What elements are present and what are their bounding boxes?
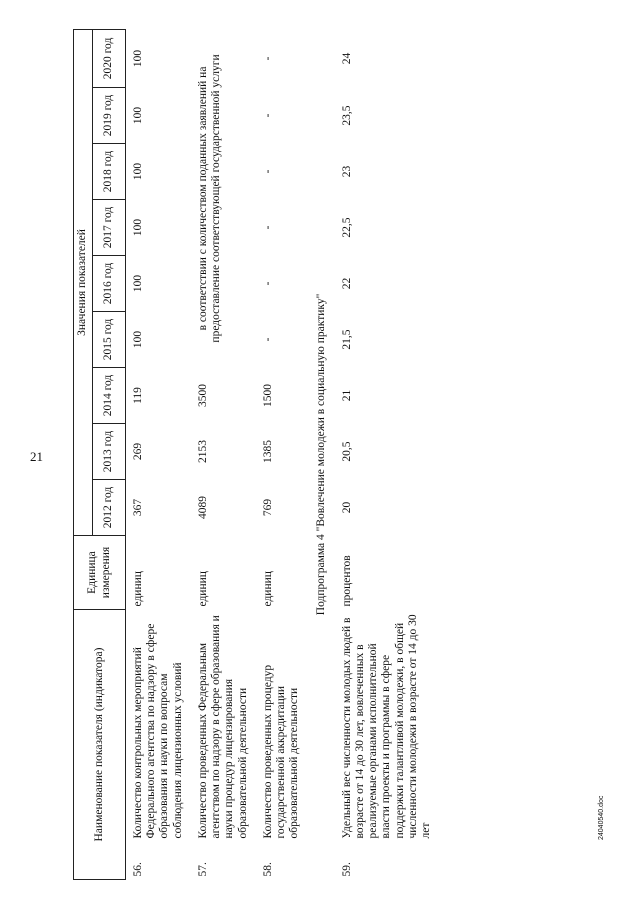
value-cell: 20 (340, 501, 353, 514)
table-row (335, 29, 440, 879)
value-cell: 119 (132, 387, 144, 404)
indicators-table (73, 29, 439, 880)
value-cell: 100 (132, 162, 144, 181)
row-number: 57. (196, 862, 209, 877)
merged-value-note: в соответствии с количеством поданных заявлений на предоставление соответствующей государственной услуги (196, 54, 223, 343)
value-cell: 4089 (196, 496, 209, 519)
unit-cell: единиц (261, 571, 274, 607)
value-cell: 367 (132, 498, 144, 517)
unit-cell: единиц (132, 571, 144, 607)
value-cell: - (261, 337, 274, 342)
row-number: 59. (340, 862, 353, 877)
value-cell: - (261, 113, 274, 118)
value-cell: 100 (132, 218, 144, 237)
value-cell: - (261, 281, 274, 286)
header-year: 2015 год (93, 312, 126, 368)
value-cell: 100 (132, 106, 144, 125)
table-row (126, 29, 191, 879)
subprogram-title: Подпрограмма 4 "Вовлечение молодежи в социальную практику" (315, 293, 328, 616)
indicator-name: Количество контрольных мероприятий Федерального агентства по надзору в сфере образования и науки по вопросам соблюдения лицензионных условий (132, 623, 184, 839)
value-cell: 21,5 (340, 329, 353, 350)
header-year: 2017 год (93, 200, 126, 256)
header-name: Наименование показателя (индикатора) (74, 610, 126, 880)
value-cell: - (261, 169, 274, 174)
value-cell: 22,5 (340, 217, 353, 238)
document-code: 24040540.doc (598, 795, 605, 840)
value-cell: 100 (132, 330, 144, 349)
value-cell: 23,5 (340, 105, 353, 126)
header-year: 2012 год (93, 480, 126, 536)
header-year: 2020 год (93, 29, 126, 87)
header-year: 2016 год (93, 256, 126, 312)
indicator-name: Количество проведенных Федеральным агентством по надзору в сфере образования и науки процедур лицензирования образовательной деятельности (196, 615, 249, 839)
value-cell: 100 (132, 274, 144, 293)
header-year: 2014 год (93, 368, 126, 424)
page-number: 21 (30, 449, 43, 464)
value-cell: 22 (340, 277, 353, 290)
value-cell: 3500 (196, 384, 209, 407)
value-cell: - (261, 225, 274, 230)
row-number: 56. (132, 862, 144, 877)
table-row (256, 29, 308, 879)
value-cell: 2153 (196, 440, 209, 463)
header-year: 2018 год (93, 144, 126, 200)
document-sheet (73, 30, 633, 880)
value-cell: 21 (340, 389, 353, 402)
value-cell: 24 (340, 52, 353, 65)
value-cell: 269 (132, 442, 144, 461)
row-number: 58. (261, 862, 274, 877)
rotated-table-container (73, 30, 633, 880)
value-cell: 100 (132, 49, 144, 68)
unit-cell: процентов (340, 555, 353, 607)
subprogram-row (307, 29, 334, 879)
unit-cell: единиц (196, 571, 209, 607)
table-row (191, 29, 256, 879)
header-year: 2019 год (93, 88, 126, 144)
value-cell: 20,5 (340, 441, 353, 462)
header-unit: Единица измерения (74, 536, 126, 610)
header-year: 2013 год (93, 424, 126, 480)
value-cell: 769 (261, 498, 274, 517)
indicator-name: Удельный вес численности молодых людей в возрасте от 14 до 30 лет, вовлеченных в реализуемые органами исполнительной власти проекты и программы в сфере поддержки талантливой молодежи, в общей численности молодежи в возрасте от 14 до 30 лет (340, 614, 432, 839)
value-cell: 1500 (261, 384, 274, 407)
value-cell: 23 (340, 165, 353, 178)
value-cell: - (261, 56, 274, 61)
value-cell: 1385 (261, 440, 274, 463)
header-values-group: Значения показателей (74, 29, 93, 535)
indicator-name: Количество проведенных процедур государственной аккредитации образовательной деятельности (261, 664, 301, 839)
